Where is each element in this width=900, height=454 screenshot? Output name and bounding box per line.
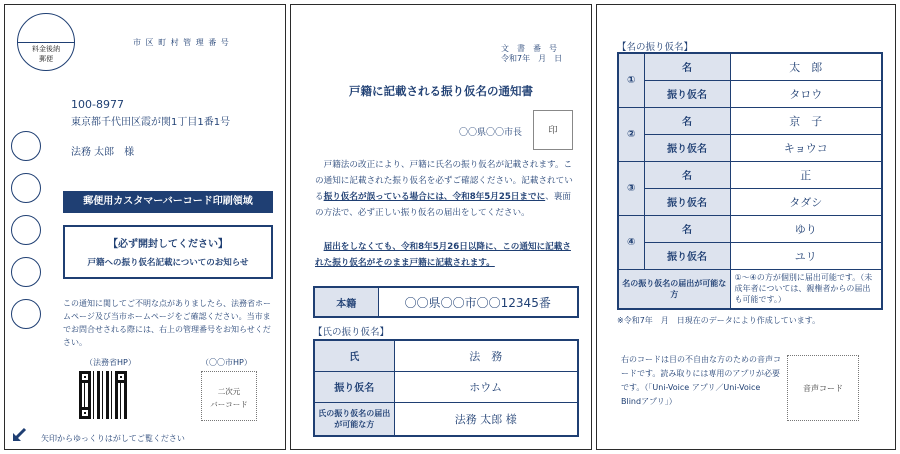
surname-kana-label: 振り仮名 bbox=[314, 371, 394, 402]
person-name-label: 名 bbox=[644, 215, 730, 242]
person-kana-label: 振り仮名 bbox=[644, 80, 730, 107]
person-kana-label: 振り仮名 bbox=[644, 242, 730, 269]
person-kana-row bbox=[618, 242, 882, 269]
address: 東京都千代田区霞が関1丁目1番1号 bbox=[71, 117, 231, 128]
person-number: ③ bbox=[618, 161, 644, 215]
honseki-table bbox=[313, 286, 579, 318]
honseki-label: 本籍 bbox=[314, 287, 378, 317]
person-name-value: 正 bbox=[730, 161, 882, 188]
surname-table bbox=[313, 339, 579, 437]
postage-paid-mark bbox=[17, 13, 75, 71]
body-p1-end: 、裏面の方法で、必ず正しい振り仮名の届出をしてください。 bbox=[315, 192, 571, 218]
surname-filer-label: 氏の振り仮名の届出が可能な方 bbox=[314, 402, 394, 436]
city-hp-label: （〇〇市HP） bbox=[201, 358, 252, 367]
data-date-footnote: ※令和7年 月 日現在のデータにより作成しています。 bbox=[617, 316, 821, 325]
person-name-label: 名 bbox=[644, 161, 730, 188]
person-kana-label: 振り仮名 bbox=[644, 188, 730, 215]
must-open-notice-box bbox=[63, 225, 273, 279]
person-name-label: 名 bbox=[644, 53, 730, 80]
barcode2d-label-2: バーコード bbox=[210, 400, 248, 409]
person-kana-value: ユリ bbox=[730, 242, 882, 269]
punch-hole-1 bbox=[11, 131, 41, 161]
doc-date: 令和7年 月 日 bbox=[501, 54, 563, 63]
person-name-value: 京 子 bbox=[730, 107, 882, 134]
body-p1-text: 戸籍法の改正により、戸籍に氏名の振り仮名が記載されます。この通知に記載された振り仮名を必ずご確認ください。記載されている bbox=[315, 160, 573, 202]
honseki-value: 〇〇県〇〇市〇〇12345番 bbox=[378, 287, 578, 317]
surname-section-title: 【氏の振り仮名】 bbox=[313, 327, 390, 338]
given-filer-label: 名の振り仮名の届出が可能な方 bbox=[618, 269, 730, 309]
must-open-heading: 【必ず開封してください】 bbox=[108, 239, 228, 250]
doc-number-label: 文 書 番 号 bbox=[501, 44, 557, 53]
person-kana-value: キョウコ bbox=[730, 134, 882, 161]
seal-text: 印 bbox=[548, 126, 558, 136]
surname-value: 法 務 bbox=[394, 340, 578, 371]
envelope-front-panel bbox=[4, 4, 286, 450]
body-p1-underlined: 振り仮名が誤っている場合には、令和8年5月25日までに bbox=[323, 192, 546, 202]
body-p2-underlined: 届出をしなくても、令和8年5月26日以降に、この通知に記載された振り仮名がそのまま戸籍に記載されます。 bbox=[315, 242, 571, 268]
punch-hole-4 bbox=[11, 257, 41, 287]
peel-instruction: 矢印からゆっくりはがしてご覧ください bbox=[41, 434, 185, 443]
notice-panel bbox=[290, 4, 592, 450]
moj-qr-code[interactable] bbox=[79, 371, 127, 419]
peel-arrow-icon[interactable] bbox=[11, 427, 27, 443]
punch-hole-3 bbox=[11, 215, 41, 245]
voice-code-description: 右のコードは目の不自由な方のための音声コードです。読み取りには専用のアプリが必要です。（「Uni-Voice アプリ／Uni-Voice Blindアプリ」） bbox=[621, 355, 781, 406]
person-kana-row bbox=[618, 80, 882, 107]
given-name-panel bbox=[596, 4, 896, 450]
person-name-row bbox=[618, 215, 882, 242]
surname-kana-value: ホウム bbox=[394, 371, 578, 402]
punch-hole-2 bbox=[11, 173, 41, 203]
person-number: ④ bbox=[618, 215, 644, 269]
punch-hole-5 bbox=[11, 299, 41, 329]
voice-code-box[interactable] bbox=[787, 355, 859, 421]
person-kana-row bbox=[618, 188, 882, 215]
person-name-row bbox=[618, 107, 882, 134]
city-2d-barcode-box[interactable] bbox=[201, 371, 257, 421]
person-kana-row bbox=[618, 134, 882, 161]
given-filer-value: ①～④の方が個別に届出可能です。（未成年者については、親権者からの届出も可能です。） bbox=[730, 269, 882, 309]
person-name-row bbox=[618, 53, 882, 80]
surname-filer-value: 法務 太郎 様 bbox=[394, 402, 578, 436]
notice-title: 戸籍に記載される振り仮名の通知書 bbox=[349, 84, 533, 98]
person-kana-label: 振り仮名 bbox=[644, 134, 730, 161]
person-kana-value: タダシ bbox=[730, 188, 882, 215]
person-name-label: 名 bbox=[644, 107, 730, 134]
person-name-value: ゆり bbox=[730, 215, 882, 242]
person-number: ② bbox=[618, 107, 644, 161]
addressee: 法務 太郎 様 bbox=[71, 147, 135, 158]
voice-code-label: 音声コード bbox=[803, 384, 843, 393]
official-seal-box bbox=[533, 110, 573, 150]
postmark-line2: 郵便 bbox=[39, 55, 53, 63]
surname-label: 氏 bbox=[314, 340, 394, 371]
person-name-row bbox=[618, 161, 882, 188]
person-name-value: 太 郎 bbox=[730, 53, 882, 80]
person-kana-value: タロウ bbox=[730, 80, 882, 107]
postmark-line1: 料金後納 bbox=[32, 45, 60, 53]
contact-text: この通知に関してご不明な点がありましたら、法務省ホームページ及び当市ホームページをご確認ください。当市までお問合せされる際には、右上の管理番号をお知らせください。 bbox=[63, 299, 271, 347]
given-name-section-title: 【名の振り仮名】 bbox=[617, 42, 694, 53]
customer-barcode-area: 郵便用カスタマーバーコード印刷領域 bbox=[63, 191, 273, 213]
notice-title: 戸籍への振り仮名記載についてのお知らせ bbox=[87, 258, 249, 268]
notice-body-p2 bbox=[315, 239, 577, 271]
notice-body-p1 bbox=[315, 157, 577, 221]
given-name-table bbox=[617, 52, 883, 310]
person-number: ① bbox=[618, 53, 644, 107]
barcode2d-label-1: 二次元 bbox=[217, 387, 241, 396]
postal-code: 100-8977 bbox=[71, 98, 124, 111]
moj-hp-label: （法務省HP） bbox=[85, 358, 136, 367]
mayor-name: 〇〇県〇〇市長 bbox=[459, 128, 523, 138]
municipal-number-label: 市 区 町 村 管 理 番 号 bbox=[133, 38, 230, 47]
